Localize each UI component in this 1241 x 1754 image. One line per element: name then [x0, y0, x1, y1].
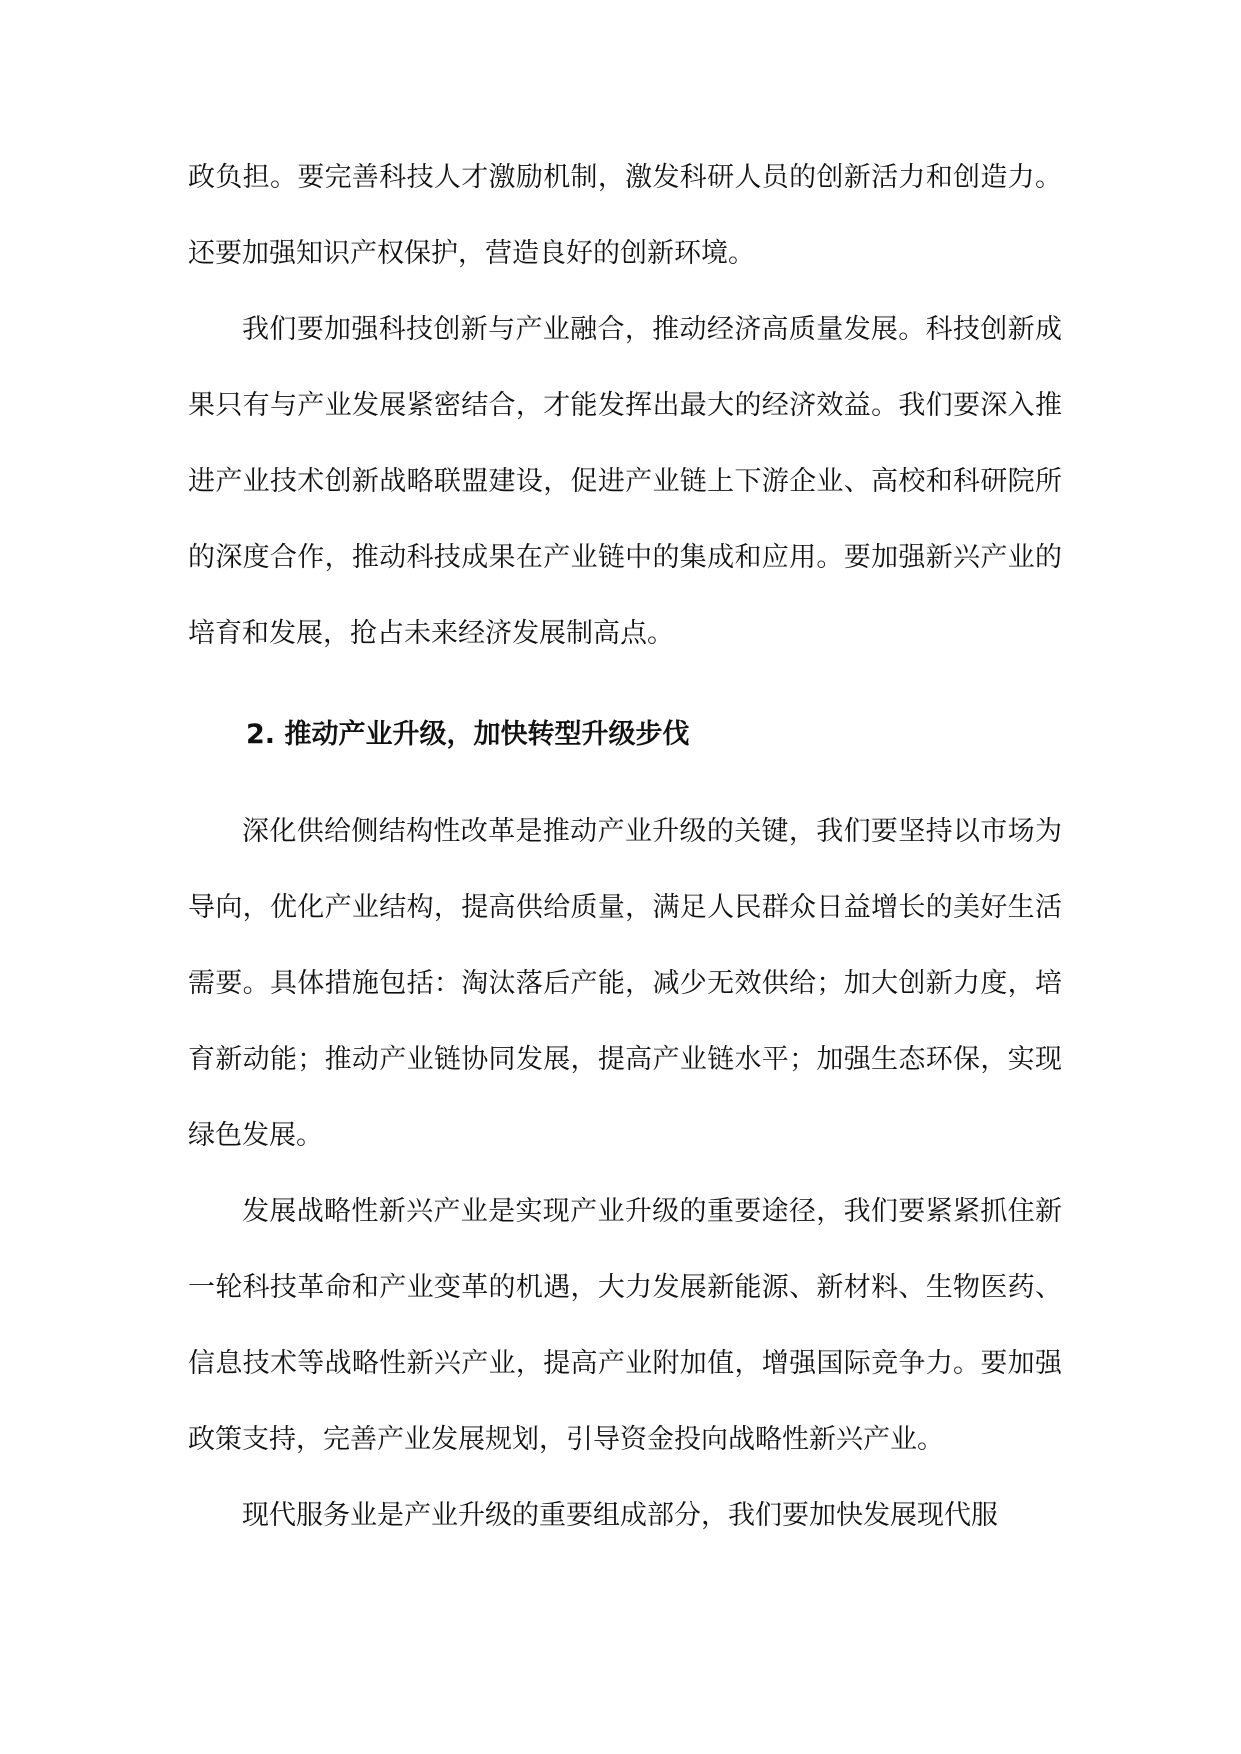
section-heading: 2. 推动产业升级，加快转型升级步伐	[246, 719, 690, 750]
paragraph-4: 发展战略性新兴产业是实现产业升级的重要途径，我们要紧紧抓住新一轮科技革命和产业变革的机遇，大力发展新能源、新材料、生物医药、信息技术等战略性新兴产业，提高产业附加值，增强国际竞争力。要加强政策支持，完善产业发展规划，引导资金投向战略性新兴产业。	[188, 1196, 1062, 1455]
paragraph-5: 现代服务业是产业升级的重要组成部分，我们要加快发展现代服	[242, 1500, 998, 1531]
document-body	[188, 140, 1062, 1554]
paragraph-1: 政负担。要完善科技人才激励机制，激发科研人员的创新活力和创造力。还要加强知识产权保护，营造良好的创新环境。	[188, 162, 1062, 269]
paragraph-2: 我们要加强科技创新与产业融合，推动经济高质量发展。科技创新成果只有与产业发展紧密结合，才能发挥出最大的经济效益。我们要深入推进产业技术创新战略联盟建设，促进产业链上下游企业、高校和科研院所的深度合作，推动科技成果在产业链中的集成和应用。要加强新兴产业的培育和发展，抢占未来经济发展制高点。	[188, 314, 1062, 649]
paragraph-3: 深化供给侧结构性改革是推动产业升级的关键，我们要坚持以市场为导向，优化产业结构，提高供给质量，满足人民群众日益增长的美好生活需要。具体措施包括：淘汰落后产能，减少无效供给；加大创新力度，培育新动能；推动产业链协同发展，提高产业链水平；加强生态环保，实现绿色发展。	[188, 816, 1062, 1151]
